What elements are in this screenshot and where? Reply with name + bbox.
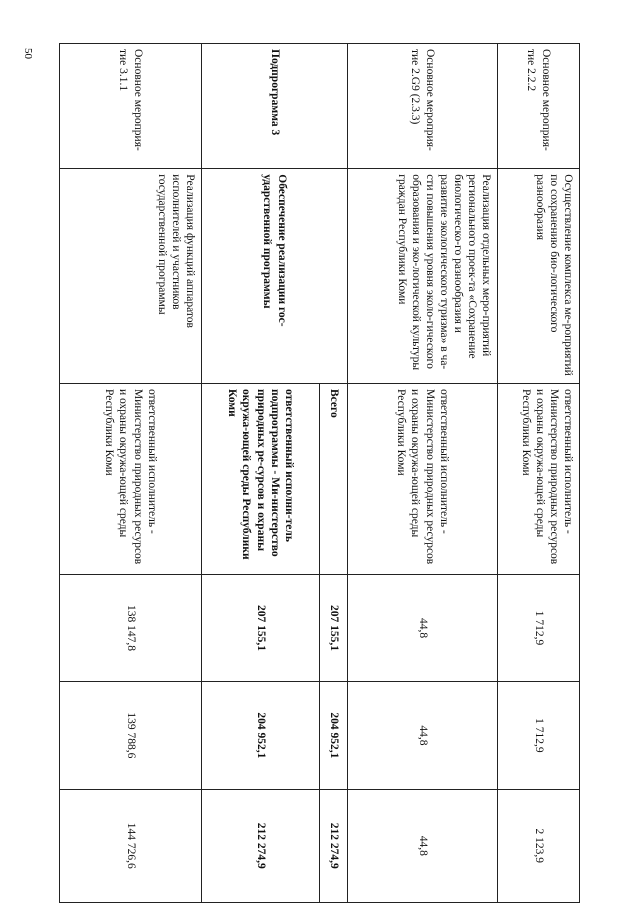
activity-name-cell: Основное мероприя-тие 2.2.2 <box>498 44 580 169</box>
value-cell-3: 144 726,6 <box>60 789 202 902</box>
executor-cell: ответственный исполни-тель подпрограммы - Ми-нистерство природных ре-сурсов и охраны окружа-ющей среды Республики Коми <box>202 384 320 575</box>
value-cell-3: 2 123,9 <box>498 789 580 902</box>
total-value-cell-1: 207 155,1 <box>320 574 348 681</box>
value-cell-3: 44,8 <box>348 789 498 902</box>
value-cell-1: 1 712,9 <box>498 574 580 681</box>
value-cell-2: 44,8 <box>348 682 498 789</box>
page-number: 50 <box>22 48 34 59</box>
executor-cell: ответственный исполнитель - Министерство природных ресурсов и охраны окружа-ющей среды Республики Коми <box>60 384 202 575</box>
value-cell-2: 204 952,1 <box>202 682 320 789</box>
value-cell-2: 1 712,9 <box>498 682 580 789</box>
activity-description-cell: Реализация функций аппаратов исполнителей и участников государственной программы <box>60 169 202 384</box>
table-row-2-g9 <box>348 44 498 903</box>
activity-name-cell: Основное мероприя-тие 3.1.1 <box>60 44 202 169</box>
activity-description-cell: Осуществление комплекса ме-роприятий по сохранению био-логического разнообразия <box>498 169 580 384</box>
rotated-page-content <box>60 43 580 903</box>
table-row-3-1-1 <box>60 44 202 903</box>
value-cell-1: 207 155,1 <box>202 574 320 681</box>
table-row-2-2-2 <box>498 44 580 903</box>
value-cell-2: 139 788,6 <box>60 682 202 789</box>
value-cell-1: 138 147,8 <box>60 574 202 681</box>
value-cell-1: 44,8 <box>348 574 498 681</box>
subprogram-name-cell: Подпрограмма 3 <box>202 44 348 169</box>
total-label-cell: Всего <box>320 384 348 575</box>
subprogram-description-cell: Обеспечение реализации гос-ударственной программы <box>202 169 348 384</box>
total-value-cell-2: 204 952,1 <box>320 682 348 789</box>
executor-cell: ответственный исполнитель - Министерство природных ресурсов и охраны окружа-ющей среды Республики Коми <box>348 384 498 575</box>
activity-name-cell: Основное мероприя-тие 2.G9 (2.3.3) <box>348 44 498 169</box>
total-value-cell-3: 212 274,9 <box>320 789 348 902</box>
value-cell-3: 212 274,9 <box>202 789 320 902</box>
budget-table <box>59 43 580 903</box>
executor-cell: ответственный исполнитель - Министерство природных ресурсов и охраны окружа-ющей среды Республики Коми <box>498 384 580 575</box>
table-row-total <box>320 44 348 903</box>
activity-description-cell: Реализация отдельных меро-приятий регионального проек-та «Сохранение биологическо-го разнообразия и развитие экологического туризма» в ча-сти повышения уровня эколо-гического образования и эко-логической культуры граждан Республики Коми <box>348 169 498 384</box>
